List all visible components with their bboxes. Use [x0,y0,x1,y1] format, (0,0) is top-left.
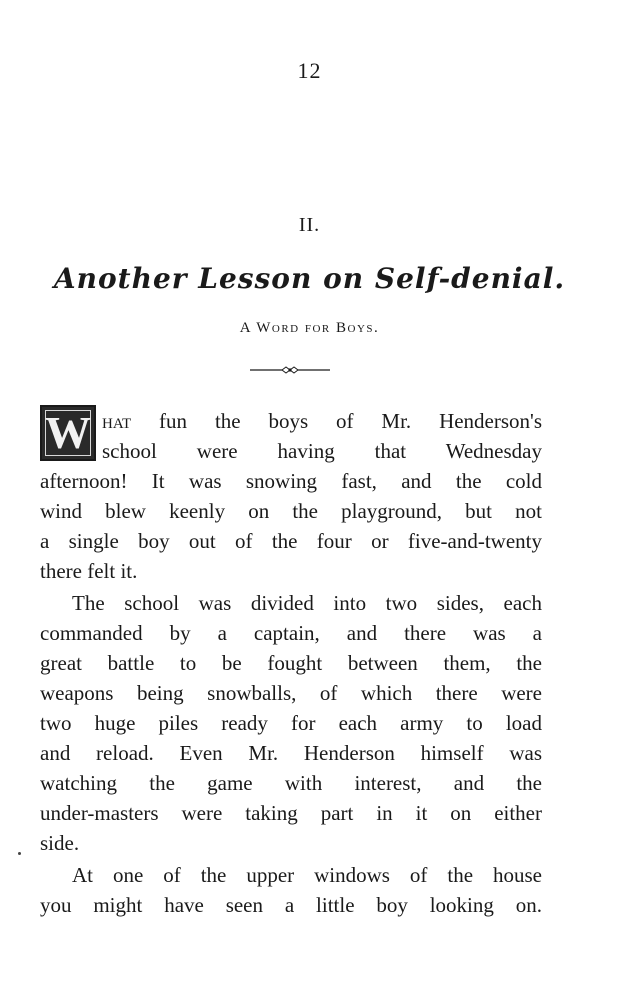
paragraph-1-line-5: a single boy out of the four or five-and-twenty [40,529,542,553]
paragraph-2-line-8: under-masters were taking part in it on either [40,801,542,825]
paragraph-1-line-4: wind blew keenly on the playground, but not [40,499,542,523]
paragraph-2-line-3: great battle to be fought between them, the [40,651,542,675]
paragraph-2-line-7: watching the game with interest, and the [40,771,542,795]
paragraph-2-line-6: and reload. Even Mr. Henderson himself was [40,741,542,765]
paragraph-3-line-1: At one of the upper windows of the house [72,863,542,887]
drop-cap-letter: W [45,407,91,458]
chapter-title: Another Lesson on Self-denial. [53,262,566,295]
chapter-number: II. [298,214,321,236]
page-number: 12 [297,58,322,83]
chapter-subtitle: A Word for Boys. [239,320,380,336]
line-text: fun the boys of Mr. Henderson's [131,409,542,433]
paragraph-1-line-3: afternoon! It was snowing fast, and the cold [40,469,542,493]
paragraph-1-line-1 [40,406,542,436]
paragraph-1-line-2: school were having that Wednesday [102,439,542,463]
ornament-divider [250,363,330,377]
paragraph-2 [40,588,542,858]
paragraph-1-line-6: there felt it. [40,559,138,583]
paragraph-3-line-2: you might have seen a little boy looking on. [40,893,542,917]
paragraph-3 [40,860,542,920]
paragraph-2-line-9: side. [40,831,80,855]
paragraph-2-line-2: commanded by a captain, and there was a [40,621,542,645]
paragraph-2-line-5: two huge piles ready for each army to load [40,711,542,735]
paragraph-2-line-1: The school was divided into two sides, each [72,591,542,615]
ink-speck [18,852,21,855]
paragraph-2-line-4: weapons being snowballs, of which there were [40,681,542,705]
drop-cap-continuation: hat [102,409,132,433]
paragraph-1 [40,406,542,586]
